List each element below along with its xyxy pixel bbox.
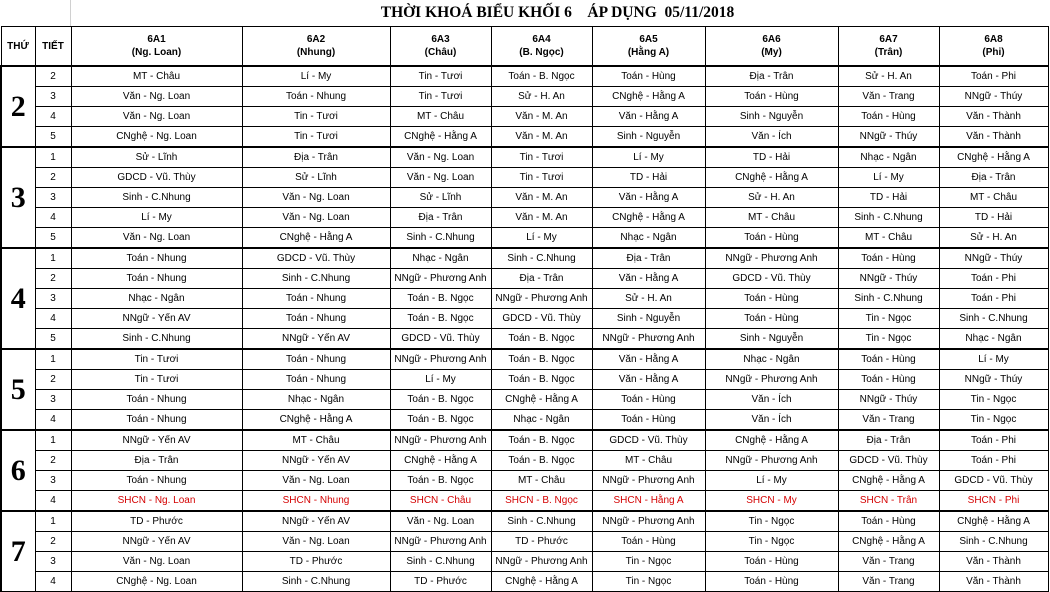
period-cell: 2 [35, 451, 71, 471]
class-teacher: (Ng. Loan) [131, 47, 182, 58]
lesson-cell: SHCN - Phi [939, 491, 1048, 512]
lesson-cell: Văn - Ng. Loan [71, 552, 242, 572]
lesson-cell: Văn - M. An [491, 188, 592, 208]
class-teacher: (My) [761, 47, 782, 58]
lesson-cell: Nhạc - Ngân [705, 349, 838, 370]
class-name: 6A8 [984, 34, 1003, 45]
class-name: 6A1 [147, 34, 166, 45]
lesson-cell: Toán - Nhung [71, 410, 242, 431]
lesson-cell: Tin - Tươi [242, 127, 390, 148]
lesson-cell: Sinh - C.Nhung [242, 269, 390, 289]
lesson-cell: TD - Hải [838, 188, 939, 208]
lesson-cell: Tin - Tươi [71, 349, 242, 370]
lesson-cell: Toán - B. Ngọc [390, 390, 491, 410]
lesson-cell: Địa - Trân [390, 208, 491, 228]
lesson-cell: SHCN - Châu [390, 491, 491, 512]
lesson-cell: Văn - Trang [838, 552, 939, 572]
lesson-cell: Toán - B. Ngọc [491, 451, 592, 471]
lesson-cell: Văn - Ng. Loan [390, 511, 491, 532]
class-teacher: (B. Ngọc) [519, 47, 564, 58]
lesson-cell: NNgữ - Yến AV [71, 532, 242, 552]
table-row [1, 147, 1048, 168]
lesson-cell: Toán - Hùng [838, 248, 939, 269]
day-cell: 2 [1, 66, 35, 147]
lesson-cell: GDCD - Vũ. Thùy [71, 168, 242, 188]
lesson-cell: Địa - Trân [705, 66, 838, 87]
lesson-cell: GDCD - Vũ. Thùy [242, 248, 390, 269]
class-name: 6A6 [762, 34, 781, 45]
lesson-cell: Sinh - C.Nhung [71, 329, 242, 350]
table-row [1, 349, 1048, 370]
lesson-cell: NNgữ - Phương Anh [592, 471, 705, 491]
lesson-cell: Địa - Trân [71, 451, 242, 471]
lesson-cell: Toán - Nhung [71, 390, 242, 410]
lesson-cell: Nhạc - Ngân [242, 390, 390, 410]
lesson-cell: Lí - My [705, 471, 838, 491]
lesson-cell: Sinh - C.Nhung [390, 552, 491, 572]
lesson-cell: NNgữ - Yến AV [242, 451, 390, 471]
lesson-cell: Toán - B. Ngọc [491, 349, 592, 370]
lesson-cell: Toán - Hùng [838, 349, 939, 370]
lesson-cell: Toán - Phi [939, 269, 1048, 289]
period-cell: 2 [35, 66, 71, 87]
lesson-cell: Địa - Trân [838, 430, 939, 451]
table-row [1, 127, 1048, 148]
period-cell: 2 [35, 532, 71, 552]
lesson-cell: Tin - Tươi [71, 370, 242, 390]
lesson-cell: NNgữ - Thúy [838, 269, 939, 289]
lesson-cell: Văn - Ích [705, 410, 838, 431]
header-class-6a6 [705, 27, 838, 67]
lesson-cell: Tin - Ngọc [705, 532, 838, 552]
class-name: 6A4 [532, 34, 551, 45]
lesson-cell: NNgữ - Thúy [939, 87, 1048, 107]
table-row [1, 572, 1048, 592]
lesson-cell: NNgữ - Phương Anh [390, 349, 491, 370]
lesson-cell: Địa - Trân [242, 147, 390, 168]
lesson-cell: Toán - B. Ngọc [390, 471, 491, 491]
table-row [1, 188, 1048, 208]
class-teacher: (Phi) [982, 47, 1005, 58]
lesson-cell: Toán - Nhung [242, 349, 390, 370]
lesson-cell: CNghệ - Hằng A [491, 572, 592, 592]
table-row [1, 66, 1048, 87]
lesson-cell: Toán - B. Ngọc [390, 309, 491, 329]
class-teacher: (Hằng A) [627, 47, 670, 58]
lesson-cell: GDCD - Vũ. Thùy [939, 471, 1048, 491]
period-cell: 1 [35, 430, 71, 451]
lesson-cell: Văn - Ng. Loan [242, 471, 390, 491]
lesson-cell: TD - Hải [939, 208, 1048, 228]
lesson-cell: Văn - Hằng A [592, 269, 705, 289]
period-cell: 5 [35, 228, 71, 249]
lesson-cell: Văn - Thành [939, 127, 1048, 148]
lesson-cell: Văn - Ng. Loan [71, 107, 242, 127]
lesson-cell: CNghệ - Hằng A [491, 390, 592, 410]
lesson-cell: Tin - Ngọc [939, 390, 1048, 410]
lesson-cell: TD - Hải [705, 147, 838, 168]
lesson-cell: Toán - B. Ngọc [390, 289, 491, 309]
lesson-cell: Lí - My [592, 147, 705, 168]
lesson-cell: Lí - My [491, 228, 592, 249]
table-row [1, 471, 1048, 491]
lesson-cell: Tin - Ngọc [838, 309, 939, 329]
lesson-cell: CNghệ - Hằng A [705, 168, 838, 188]
lesson-cell: NNgữ - Yến AV [71, 309, 242, 329]
lesson-cell: Toán - B. Ngọc [390, 410, 491, 431]
lesson-cell: NNgữ - Phương Anh [705, 370, 838, 390]
lesson-cell: Văn - Trang [838, 572, 939, 592]
class-teacher: (Châu) [424, 47, 457, 58]
lesson-cell: Sử - H. An [939, 228, 1048, 249]
lesson-cell: Tin - Ngọc [592, 572, 705, 592]
lesson-cell: Sinh - C.Nhung [838, 208, 939, 228]
lesson-cell: NNgữ - Phương Anh [390, 269, 491, 289]
lesson-cell: Toán - Phi [939, 451, 1048, 471]
lesson-cell: Sinh - C.Nhung [491, 511, 592, 532]
lesson-cell: Sinh - C.Nhung [390, 228, 491, 249]
table-row [1, 491, 1048, 512]
lesson-cell: Tin - Tươi [390, 66, 491, 87]
day-cell: 6 [1, 430, 35, 511]
lesson-cell: SHCN - B. Ngọc [491, 491, 592, 512]
lesson-cell: Toán - Hùng [705, 572, 838, 592]
lesson-cell: Nhạc - Ngân [390, 248, 491, 269]
lesson-cell: MT - Châu [838, 228, 939, 249]
lesson-cell: CNghệ - Hằng A [592, 208, 705, 228]
period-cell: 5 [35, 329, 71, 350]
lesson-cell: CNghệ - Hằng A [390, 451, 491, 471]
lesson-cell: Toán - Phi [939, 66, 1048, 87]
lesson-cell: Toán - Nhung [242, 309, 390, 329]
lesson-cell: CNghệ - Ng. Loan [71, 572, 242, 592]
lesson-cell: Lí - My [939, 349, 1048, 370]
lesson-cell: TD - Phước [390, 572, 491, 592]
lesson-cell: NNgữ - Phương Anh [592, 329, 705, 350]
lesson-cell: Toán - Phi [939, 289, 1048, 309]
lesson-cell: SHCN - My [705, 491, 838, 512]
table-row [1, 248, 1048, 269]
table-row [1, 451, 1048, 471]
lesson-cell: Văn - Ích [705, 390, 838, 410]
lesson-cell: SHCN - Trân [838, 491, 939, 512]
header-tiet: TIẾT [35, 27, 71, 67]
table-row [1, 168, 1048, 188]
lesson-cell: Văn - M. An [491, 107, 592, 127]
period-cell: 4 [35, 572, 71, 592]
lesson-cell: Sinh - Nguyễn [592, 309, 705, 329]
lesson-cell: Lí - My [71, 208, 242, 228]
lesson-cell: Văn - Thành [939, 107, 1048, 127]
period-cell: 4 [35, 491, 71, 512]
lesson-cell: GDCD - Vũ. Thùy [705, 269, 838, 289]
lesson-cell: NNgữ - Phương Anh [390, 430, 491, 451]
lesson-cell: MT - Châu [705, 208, 838, 228]
lesson-cell: Toán - Hùng [838, 511, 939, 532]
lesson-cell: NNgữ - Thúy [939, 370, 1048, 390]
lesson-cell: NNgữ - Phương Anh [491, 552, 592, 572]
timetable-body [1, 66, 1048, 592]
day-cell: 5 [1, 349, 35, 430]
lesson-cell: Toán - B. Ngọc [491, 329, 592, 350]
table-row [1, 228, 1048, 249]
class-name: 6A2 [306, 34, 326, 45]
lesson-cell: NNgữ - Yến AV [242, 511, 390, 532]
lesson-cell: SHCN - Ng. Loan [71, 491, 242, 512]
period-cell: 1 [35, 511, 71, 532]
lesson-cell: Tin - Tươi [390, 87, 491, 107]
header-row [1, 27, 1048, 67]
lesson-cell: Địa - Trân [491, 269, 592, 289]
lesson-cell: TD - Phước [242, 552, 390, 572]
period-cell: 2 [35, 370, 71, 390]
lesson-cell: Sinh - Nguyễn [705, 329, 838, 350]
lesson-cell: Toán - Hùng [592, 410, 705, 431]
lesson-cell: NNgữ - Phương Anh [491, 289, 592, 309]
lesson-cell: Văn - Hằng A [592, 370, 705, 390]
lesson-cell: Tin - Ngọc [592, 552, 705, 572]
lesson-cell: MT - Châu [242, 430, 390, 451]
lesson-cell: Tin - Tươi [491, 147, 592, 168]
lesson-cell: Nhạc - Ngân [71, 289, 242, 309]
lesson-cell: CNghệ - Hằng A [705, 430, 838, 451]
class-teacher: (Nhung) [296, 47, 336, 58]
lesson-cell: NNgữ - Phương Anh [705, 248, 838, 269]
lesson-cell: Văn - Ng. Loan [71, 87, 242, 107]
period-cell: 3 [35, 188, 71, 208]
lesson-cell: Sử - H. An [491, 87, 592, 107]
lesson-cell: Địa - Trân [939, 168, 1048, 188]
lesson-cell: GDCD - Vũ. Thùy [592, 430, 705, 451]
lesson-cell: Văn - Hằng A [592, 188, 705, 208]
header-class-6a5 [592, 27, 705, 67]
period-cell: 1 [35, 349, 71, 370]
lesson-cell: Sử - Lĩnh [71, 147, 242, 168]
lesson-cell: Văn - Trang [838, 87, 939, 107]
lesson-cell: MT - Châu [592, 451, 705, 471]
class-name: 6A7 [879, 34, 898, 45]
lesson-cell: Toán - Hùng [592, 66, 705, 87]
lesson-cell: GDCD - Vũ. Thùy [838, 451, 939, 471]
lesson-cell: TD - Hải [592, 168, 705, 188]
lesson-cell: Nhạc - Ngân [939, 329, 1048, 350]
table-row [1, 87, 1048, 107]
lesson-cell: Tin - Tươi [491, 168, 592, 188]
lesson-cell: Sinh - C.Nhung [242, 572, 390, 592]
header-class-6a3 [390, 27, 491, 67]
period-cell: 4 [35, 107, 71, 127]
lesson-cell: Sinh - C.Nhung [71, 188, 242, 208]
lesson-cell: TD - Phước [491, 532, 592, 552]
table-row [1, 309, 1048, 329]
table-row [1, 208, 1048, 228]
lesson-cell: NNgữ - Phương Anh [705, 451, 838, 471]
period-cell: 3 [35, 471, 71, 491]
lesson-cell: Sinh - Nguyễn [705, 107, 838, 127]
class-name: 6A5 [639, 34, 658, 45]
day-cell: 7 [1, 511, 35, 592]
lesson-cell: CNghệ - Ng. Loan [71, 127, 242, 148]
lesson-cell: MT - Châu [71, 66, 242, 87]
lesson-cell: Sử - H. An [838, 66, 939, 87]
lesson-cell: Toán - Nhung [242, 289, 390, 309]
table-row [1, 430, 1048, 451]
lesson-cell: Văn - M. An [491, 127, 592, 148]
lesson-cell: Văn - Ích [705, 127, 838, 148]
lesson-cell: Văn - Ng. Loan [242, 532, 390, 552]
period-cell: 3 [35, 87, 71, 107]
day-cell: 4 [1, 248, 35, 349]
period-cell: 1 [35, 248, 71, 269]
lesson-cell: Nhạc - Ngân [491, 410, 592, 431]
lesson-cell: Toán - Nhung [242, 87, 390, 107]
table-row [1, 329, 1048, 350]
period-cell: 3 [35, 289, 71, 309]
lesson-cell: MT - Châu [939, 188, 1048, 208]
lesson-cell: Tin - Tươi [242, 107, 390, 127]
lesson-cell: CNghệ - Hằng A [939, 147, 1048, 168]
lesson-cell: Sinh - C.Nhung [939, 532, 1048, 552]
table-row [1, 532, 1048, 552]
period-cell: 3 [35, 552, 71, 572]
period-cell: 4 [35, 208, 71, 228]
lesson-cell: Sử - Lĩnh [242, 168, 390, 188]
lesson-cell: NNgữ - Yến AV [242, 329, 390, 350]
lesson-cell: CNghệ - Hằng A [592, 87, 705, 107]
period-cell: 5 [35, 127, 71, 148]
lesson-cell: Sinh - Nguyễn [592, 127, 705, 148]
lesson-cell: Văn - Ng. Loan [390, 147, 491, 168]
lesson-cell: Văn - M. An [491, 208, 592, 228]
lesson-cell: Sử - H. An [592, 289, 705, 309]
table-row [1, 269, 1048, 289]
lesson-cell: Sinh - C.Nhung [491, 248, 592, 269]
lesson-cell: Tin - Ngọc [705, 511, 838, 532]
lesson-cell: NNgữ - Phương Anh [592, 511, 705, 532]
lesson-cell: CNghệ - Hằng A [390, 127, 491, 148]
lesson-cell: NNgữ - Phương Anh [390, 532, 491, 552]
table-row [1, 410, 1048, 431]
period-cell: 2 [35, 168, 71, 188]
lesson-cell: CNghệ - Hằng A [838, 532, 939, 552]
header-class-6a7 [838, 27, 939, 67]
table-row [1, 511, 1048, 532]
lesson-cell: Lí - My [242, 66, 390, 87]
period-cell: 3 [35, 390, 71, 410]
page-title: THỜI KHOÁ BIỂU KHỐI 6 ÁP DỤNG 05/11/2018 [380, 4, 735, 21]
lesson-cell: SHCN - Nhung [242, 491, 390, 512]
lesson-cell: Toán - Hùng [838, 370, 939, 390]
lesson-cell: Toán - B. Ngọc [491, 66, 592, 87]
day-cell: 3 [1, 147, 35, 248]
lesson-cell: Toán - B. Ngọc [491, 370, 592, 390]
lesson-cell: Tin - Ngọc [838, 329, 939, 350]
table-row [1, 289, 1048, 309]
lesson-cell: Văn - Thành [939, 572, 1048, 592]
header-class-6a4 [491, 27, 592, 67]
header-class-6a1 [71, 27, 242, 67]
table-row [1, 370, 1048, 390]
table-row [1, 390, 1048, 410]
lesson-cell: Văn - Trang [838, 410, 939, 431]
lesson-cell: Toán - Phi [939, 430, 1048, 451]
lesson-cell: Toán - Hùng [592, 532, 705, 552]
lesson-cell: Tin - Ngọc [939, 410, 1048, 431]
lesson-cell: SHCN - Hằng A [592, 491, 705, 512]
lesson-cell: Lí - My [838, 168, 939, 188]
lesson-cell: TD - Phước [71, 511, 242, 532]
lesson-cell: CNghệ - Hằng A [242, 228, 390, 249]
lesson-cell: Văn - Ng. Loan [242, 208, 390, 228]
lesson-cell: NNgữ - Thúy [939, 248, 1048, 269]
lesson-cell: Lí - My [390, 370, 491, 390]
lesson-cell: Toán - Nhung [71, 269, 242, 289]
lesson-cell: MT - Châu [390, 107, 491, 127]
lesson-cell: Toán - Nhung [242, 370, 390, 390]
lesson-cell: CNghệ - Hằng A [939, 511, 1048, 532]
lesson-cell: Toán - Hùng [705, 228, 838, 249]
lesson-cell: Toán - Hùng [705, 87, 838, 107]
lesson-cell: Địa - Trân [592, 248, 705, 269]
lesson-cell: Sinh - C.Nhung [939, 309, 1048, 329]
lesson-cell: NNgữ - Thúy [838, 390, 939, 410]
lesson-cell: Toán - Hùng [705, 552, 838, 572]
lesson-cell: Văn - Hằng A [592, 107, 705, 127]
header-class-6a8 [939, 27, 1048, 67]
lesson-cell: Văn - Ng. Loan [71, 228, 242, 249]
lesson-cell: MT - Châu [491, 471, 592, 491]
lesson-cell: Nhạc - Ngân [592, 228, 705, 249]
lesson-cell: CNghệ - Hằng A [242, 410, 390, 431]
lesson-cell: Toán - Hùng [705, 309, 838, 329]
lesson-cell: Nhạc - Ngân [838, 147, 939, 168]
lesson-cell: Sử - Lĩnh [390, 188, 491, 208]
lesson-cell: Sử - H. An [705, 188, 838, 208]
lesson-cell: Toán - B. Ngọc [491, 430, 592, 451]
period-cell: 4 [35, 410, 71, 431]
timetable [0, 26, 1049, 592]
lesson-cell: Toán - Nhung [71, 248, 242, 269]
lesson-cell: GDCD - Vũ. Thùy [491, 309, 592, 329]
lesson-cell: Toán - Hùng [838, 107, 939, 127]
class-teacher: (Trân) [874, 47, 903, 58]
period-cell: 1 [35, 147, 71, 168]
lesson-cell: Văn - Ng. Loan [390, 168, 491, 188]
lesson-cell: NNgữ - Yến AV [71, 430, 242, 451]
period-cell: 4 [35, 309, 71, 329]
table-row [1, 107, 1048, 127]
period-cell: 2 [35, 269, 71, 289]
lesson-cell: Toán - Nhung [71, 471, 242, 491]
lesson-cell: Văn - Thành [939, 552, 1048, 572]
lesson-cell: GDCD - Vũ. Thùy [390, 329, 491, 350]
lesson-cell: Văn - Hằng A [592, 349, 705, 370]
header-thu: THỨ [1, 27, 35, 67]
lesson-cell: Toán - Hùng [592, 390, 705, 410]
lesson-cell: Toán - Hùng [705, 289, 838, 309]
header-class-6a2 [242, 27, 390, 67]
lesson-cell: CNghệ - Hằng A [838, 471, 939, 491]
class-name: 6A3 [431, 34, 450, 45]
table-row [1, 552, 1048, 572]
lesson-cell: NNgữ - Thúy [838, 127, 939, 148]
lesson-cell: Sinh - C.Nhung [838, 289, 939, 309]
lesson-cell: Văn - Ng. Loan [242, 188, 390, 208]
